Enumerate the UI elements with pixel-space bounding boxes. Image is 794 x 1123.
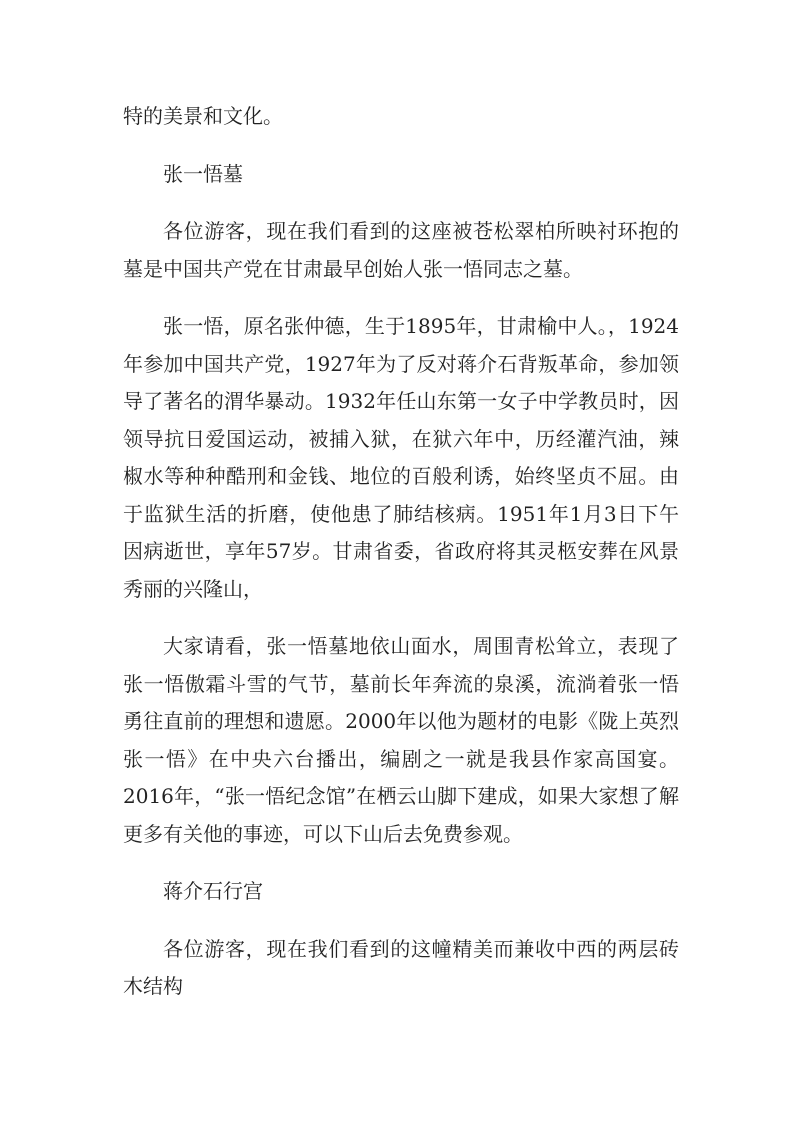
section-heading-chiang-residence: 蒋介石行宫 [163,879,263,903]
section-heading-zhang-yiwu-tomb: 张一悟墓 [163,161,243,186]
paragraph-continuation: 特的美景和文化。 [123,104,283,128]
paragraph-residence-intro: 各位游客，现在我们看到的这幢精美而兼收中西的两层砖木结构 [123,936,679,998]
paragraph-biography: 张一悟，原名张仲德，生于1895年，甘肃榆中人。，1924年参加中国共产党，1927年为了反对蒋介石背叛革命，参加领导了著名的渭华暴动。1932年任山东第一女子中学教员时，因领导抗日爱国运动，被捕入狱，在狱六年中，历经灌汽油，辣椒水等种种酷刑和金钱、地位的百般利诱，始终坚贞不屈。由于监狱生活的折磨，使他患了肺结核病。1951年1月3日下午因病逝世，享年57岁。甘肃省委，省政府将其灵柩安葬在风景秀丽的兴隆山， [123,314,679,601]
paragraph-tomb-description: 大家请看，张一悟墓地依山面水，周围青松耸立，表现了张一悟傲霜斗雪的气节，墓前长年奔流的泉溪，流淌着张一悟勇往直前的理想和遗愿。2000年以他为题材的电影《陇上英烈张一悟》在中央六台播出，编剧之一就是我县作家高国宴。2016年，“张一悟纪念馆”在栖云山脚下建成，如果大家想了解更多有关他的事迹，可以下山后去免费参观。 [123,634,679,846]
document-body [123,98,679,1006]
paragraph-tomb-intro: 各位游客，现在我们看到的这座被苍松翠柏所映衬环抱的墓是中国共产党在甘肃最早创始人张一悟同志之墓。 [123,219,679,281]
